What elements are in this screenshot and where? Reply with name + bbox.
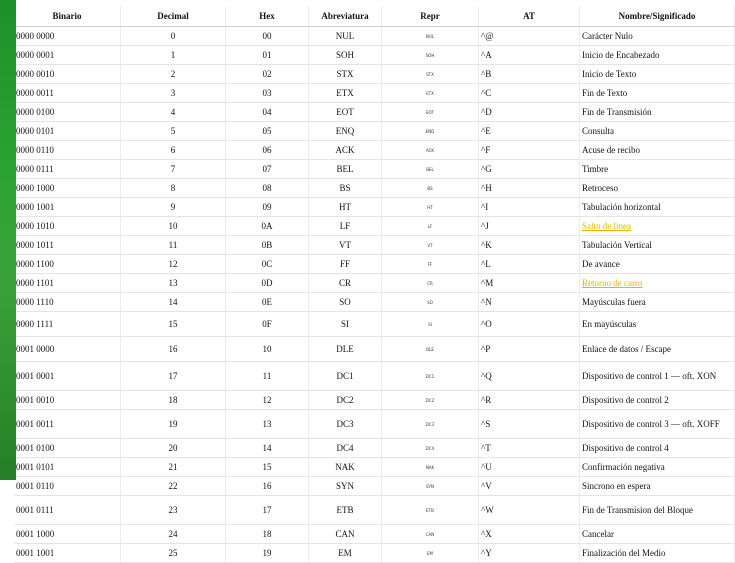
cell-nombre: Fin de Transmisión (580, 103, 735, 122)
cell-nombre: Fin de Transmision del Bloque (580, 496, 735, 525)
table-row (14, 46, 735, 65)
cell-at: ^W (479, 496, 580, 525)
cell-at: ^K (479, 236, 580, 255)
cell-at: ^T (479, 439, 580, 458)
cell-hex: 0A (226, 217, 309, 236)
cell-abreviatura: EM (309, 544, 382, 563)
cell-nombre: En mayúsculas (580, 312, 735, 337)
cell-abreviatura: SO (309, 293, 382, 312)
table-row (14, 458, 735, 477)
cell-decimal: 14 (121, 293, 226, 312)
cell-repr: HT (382, 198, 479, 217)
cell-decimal: 12 (121, 255, 226, 274)
cell-abreviatura: NUL (309, 27, 382, 46)
nombre-link[interactable]: Salto de línea (582, 221, 631, 231)
cell-repr: CAN (382, 525, 479, 544)
cell-binario: 0001 0011 (14, 410, 121, 439)
cell-repr: SOH (382, 46, 479, 65)
table-row (14, 312, 735, 337)
ascii-table (14, 6, 735, 563)
cell-decimal: 7 (121, 160, 226, 179)
cell-at: ^@ (479, 27, 580, 46)
cell-at: ^G (479, 160, 580, 179)
cell-decimal: 13 (121, 274, 226, 293)
cell-nombre: Inicio de Encabezado (580, 46, 735, 65)
header-at: AT (479, 6, 580, 27)
cell-nombre: Consulta (580, 122, 735, 141)
table-row (14, 544, 735, 563)
cell-at: ^B (479, 65, 580, 84)
cell-repr: FF (382, 255, 479, 274)
cell-hex: 01 (226, 46, 309, 65)
cell-at: ^L (479, 255, 580, 274)
cell-hex: 14 (226, 439, 309, 458)
cell-abreviatura: EOT (309, 103, 382, 122)
cell-nombre: Tabulación horizontal (580, 198, 735, 217)
cell-abreviatura: ETX (309, 84, 382, 103)
cell-at: ^S (479, 410, 580, 439)
cell-nombre: Enlace de datos / Escape (580, 337, 735, 362)
cell-at: ^V (479, 477, 580, 496)
cell-binario: 0001 1001 (14, 544, 121, 563)
cell-nombre: Tabulación Vertical (580, 236, 735, 255)
cell-at: ^U (479, 458, 580, 477)
cell-at: ^R (479, 391, 580, 410)
table-row (14, 293, 735, 312)
cell-decimal: 6 (121, 141, 226, 160)
cell-binario: 0000 0110 (14, 141, 121, 160)
cell-decimal: 20 (121, 439, 226, 458)
cell-hex: 19 (226, 544, 309, 563)
cell-repr: STX (382, 65, 479, 84)
table-row (14, 198, 735, 217)
cell-at: ^J (479, 217, 580, 236)
cell-binario: 0000 1000 (14, 179, 121, 198)
cell-binario: 0001 1000 (14, 525, 121, 544)
cell-hex: 09 (226, 198, 309, 217)
cell-binario: 0000 0101 (14, 122, 121, 141)
cell-at: ^M (479, 274, 580, 293)
cell-repr: ETB (382, 496, 479, 525)
cell-repr: NUL (382, 27, 479, 46)
cell-hex: 0F (226, 312, 309, 337)
cell-at: ^O (479, 312, 580, 337)
cell-hex: 08 (226, 179, 309, 198)
cell-binario: 0000 1011 (14, 236, 121, 255)
cell-binario: 0000 0111 (14, 160, 121, 179)
cell-decimal: 5 (121, 122, 226, 141)
cell-hex: 03 (226, 84, 309, 103)
cell-hex: 00 (226, 27, 309, 46)
cell-binario: 0000 1101 (14, 274, 121, 293)
cell-binario: 0001 0000 (14, 337, 121, 362)
cell-repr: SYN (382, 477, 479, 496)
cell-decimal: 24 (121, 525, 226, 544)
cell-at: ^X (479, 525, 580, 544)
table-header-row (14, 6, 735, 27)
cell-decimal: 9 (121, 198, 226, 217)
cell-abreviatura: FF (309, 255, 382, 274)
cell-hex: 07 (226, 160, 309, 179)
cell-repr: DC2 (382, 391, 479, 410)
cell-binario: 0001 0100 (14, 439, 121, 458)
cell-abreviatura: CAN (309, 525, 382, 544)
header-decimal: Decimal (121, 6, 226, 27)
cell-abreviatura: BEL (309, 160, 382, 179)
cell-hex: 10 (226, 337, 309, 362)
cell-decimal: 18 (121, 391, 226, 410)
cell-decimal: 4 (121, 103, 226, 122)
cell-at: ^P (479, 337, 580, 362)
table-row (14, 274, 735, 293)
cell-at: ^A (479, 46, 580, 65)
table-row (14, 27, 735, 46)
cell-at: ^F (479, 141, 580, 160)
cell-abreviatura: SOH (309, 46, 382, 65)
table-row (14, 103, 735, 122)
cell-binario: 0000 0100 (14, 103, 121, 122)
cell-abreviatura: DC4 (309, 439, 382, 458)
cell-nombre: Mayúsculas fuera (580, 293, 735, 312)
table-row (14, 65, 735, 84)
cell-repr: DLE (382, 337, 479, 362)
table-row (14, 255, 735, 274)
cell-repr: LF (382, 217, 479, 236)
cell-hex: 12 (226, 391, 309, 410)
cell-decimal: 15 (121, 312, 226, 337)
cell-abreviatura: ETB (309, 496, 382, 525)
cell-at: ^C (479, 84, 580, 103)
cell-abreviatura: NAK (309, 458, 382, 477)
cell-hex: 18 (226, 525, 309, 544)
table-row (14, 410, 735, 439)
table-row (14, 217, 735, 236)
cell-hex: 17 (226, 496, 309, 525)
cell-binario: 0001 0111 (14, 496, 121, 525)
cell-binario: 0000 1111 (14, 312, 121, 337)
table-row (14, 362, 735, 391)
cell-decimal: 17 (121, 362, 226, 391)
cell-nombre: Acuse de recibo (580, 141, 735, 160)
cell-abreviatura: ENQ (309, 122, 382, 141)
cell-binario: 0000 0010 (14, 65, 121, 84)
table-row (14, 179, 735, 198)
cell-at: ^Y (479, 544, 580, 563)
cell-repr: SO (382, 293, 479, 312)
table-row (14, 525, 735, 544)
cell-nombre (580, 217, 735, 236)
header-hex: Hex (226, 6, 309, 27)
cell-hex: 0B (226, 236, 309, 255)
cell-repr: VT (382, 236, 479, 255)
cell-abreviatura: LF (309, 217, 382, 236)
nombre-link[interactable]: Retorno de carro (582, 278, 643, 288)
cell-decimal: 1 (121, 46, 226, 65)
cell-repr: SI (382, 312, 479, 337)
cell-decimal: 2 (121, 65, 226, 84)
cell-hex: 0D (226, 274, 309, 293)
cell-at: ^H (479, 179, 580, 198)
cell-nombre: Dispositivo de control 3 — oft. XOFF (580, 410, 735, 439)
cell-at: ^I (479, 198, 580, 217)
cell-decimal: 22 (121, 477, 226, 496)
cell-abreviatura: STX (309, 65, 382, 84)
cell-nombre: Dispositivo de control 4 (580, 439, 735, 458)
cell-nombre: Carácter Nulo (580, 27, 735, 46)
cell-hex: 06 (226, 141, 309, 160)
cell-decimal: 11 (121, 236, 226, 255)
table-row (14, 439, 735, 458)
cell-hex: 16 (226, 477, 309, 496)
cell-repr: ACK (382, 141, 479, 160)
table-row (14, 84, 735, 103)
cell-nombre: Timbre (580, 160, 735, 179)
cell-abreviatura: DLE (309, 337, 382, 362)
cell-decimal: 19 (121, 410, 226, 439)
cell-hex: 0E (226, 293, 309, 312)
cell-repr: BEL (382, 160, 479, 179)
cell-nombre: De avance (580, 255, 735, 274)
table-row (14, 141, 735, 160)
cell-decimal: 23 (121, 496, 226, 525)
cell-repr: NAK (382, 458, 479, 477)
cell-abreviatura: SI (309, 312, 382, 337)
table-row (14, 236, 735, 255)
cell-binario: 0000 0001 (14, 46, 121, 65)
cell-nombre: Cancelar (580, 525, 735, 544)
cell-decimal: 25 (121, 544, 226, 563)
cell-abreviatura: DC3 (309, 410, 382, 439)
cell-binario: 0001 0001 (14, 362, 121, 391)
cell-decimal: 16 (121, 337, 226, 362)
cell-repr: CR (382, 274, 479, 293)
table-row (14, 496, 735, 525)
cell-nombre: Finalización del Medio (580, 544, 735, 563)
cell-repr: EOT (382, 103, 479, 122)
cell-abreviatura: ACK (309, 141, 382, 160)
header-abreviatura: Abreviatura (309, 6, 382, 27)
cell-repr: ETX (382, 84, 479, 103)
cell-repr: ENQ (382, 122, 479, 141)
cell-hex: 13 (226, 410, 309, 439)
header-repr: Repr (382, 6, 479, 27)
cell-decimal: 10 (121, 217, 226, 236)
cell-decimal: 0 (121, 27, 226, 46)
cell-hex: 05 (226, 122, 309, 141)
cell-nombre: Fin de Texto (580, 84, 735, 103)
cell-abreviatura: HT (309, 198, 382, 217)
cell-binario: 0001 0101 (14, 458, 121, 477)
cell-hex: 0C (226, 255, 309, 274)
table-row (14, 122, 735, 141)
cell-hex: 04 (226, 103, 309, 122)
cell-abreviatura: DC2 (309, 391, 382, 410)
left-decorative-strip (0, 0, 16, 480)
cell-abreviatura: VT (309, 236, 382, 255)
header-nombre: Nombre/Significado (580, 6, 735, 27)
table-row (14, 477, 735, 496)
cell-repr: DC3 (382, 410, 479, 439)
cell-abreviatura: CR (309, 274, 382, 293)
header-binario: Binario (14, 6, 121, 27)
cell-nombre (580, 274, 735, 293)
cell-decimal: 3 (121, 84, 226, 103)
cell-abreviatura: BS (309, 179, 382, 198)
cell-repr: DC1 (382, 362, 479, 391)
cell-nombre: Inicio de Texto (580, 65, 735, 84)
cell-binario: 0001 0010 (14, 391, 121, 410)
cell-at: ^Q (479, 362, 580, 391)
cell-repr: EM (382, 544, 479, 563)
table-row (14, 391, 735, 410)
table-row (14, 160, 735, 179)
cell-repr: DC4 (382, 439, 479, 458)
cell-at: ^N (479, 293, 580, 312)
cell-decimal: 21 (121, 458, 226, 477)
cell-abreviatura: SYN (309, 477, 382, 496)
cell-decimal: 8 (121, 179, 226, 198)
cell-binario: 0000 1100 (14, 255, 121, 274)
cell-binario: 0000 0011 (14, 84, 121, 103)
cell-nombre: Dispositivo de control 2 (580, 391, 735, 410)
cell-binario: 0000 0000 (14, 27, 121, 46)
cell-abreviatura: DC1 (309, 362, 382, 391)
cell-at: ^D (479, 103, 580, 122)
cell-repr: BS (382, 179, 479, 198)
cell-hex: 02 (226, 65, 309, 84)
cell-nombre: Confirmación negativa (580, 458, 735, 477)
cell-binario: 0000 1010 (14, 217, 121, 236)
cell-hex: 11 (226, 362, 309, 391)
cell-hex: 15 (226, 458, 309, 477)
cell-nombre: Retroceso (580, 179, 735, 198)
cell-at: ^E (479, 122, 580, 141)
cell-binario: 0000 1110 (14, 293, 121, 312)
table-row (14, 337, 735, 362)
cell-binario: 0001 0110 (14, 477, 121, 496)
cell-nombre: Sincrono en espera (580, 477, 735, 496)
cell-nombre: Dispositivo de control 1 — oft. XON (580, 362, 735, 391)
cell-binario: 0000 1001 (14, 198, 121, 217)
